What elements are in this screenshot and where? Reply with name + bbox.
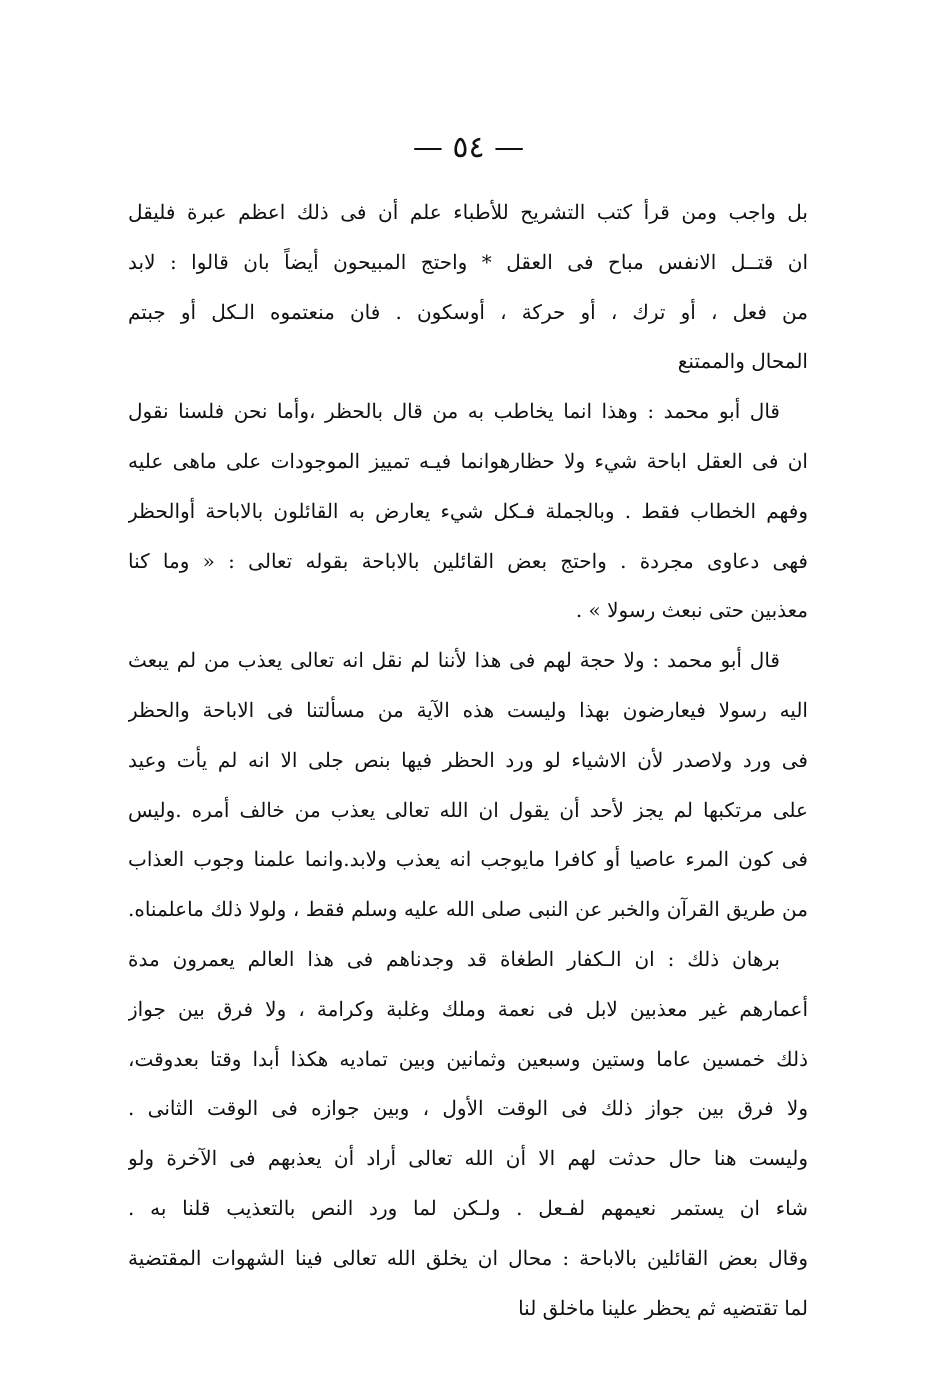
- page-number: — ٥٤ —: [412, 130, 525, 165]
- text-line: ذلك خمسين عاما وستين وسبعين وثمانين وبين تماديه هكذا أبدا وقتا بعدوقت،: [128, 1046, 808, 1071]
- text-line: شاء ان يستمر نعيمهم لفـعل . ولـكن لما ورد النص بالتعذيب قلنا به .: [128, 1195, 808, 1220]
- text-line: ولا فرق بين جواز ذلك فى الوقت الأول ، وبين جوازه فى الوقت الثانى .: [128, 1096, 808, 1121]
- text-line: وقال بعض القائلين بالاباحة : محال ان يخلق الله تعالى فينا الشهوات المقتضية: [128, 1245, 808, 1270]
- text-line: وفهم الخطاب فقط . وبالجملة فـكل شيء يعارض به القائلون بالاباحة أوالحظر: [128, 498, 808, 523]
- text-line: على مرتكبها لم يجز لأحد أن يقول ان الله تعالى يعذب من خالف أمره .وليس: [128, 797, 808, 822]
- text-line: من فعل ، أو ترك ، أو حركة ، أوسكون . فان منعتموه الـكل أو جبتم: [128, 299, 808, 324]
- text-line: لما تقتضيه ثم يحظر علينا ماخلق لنا: [518, 1295, 808, 1320]
- text-line: بل واجب ومن قرأ كتب التشريح للأطباء علم أن فى ذلك اعظم عبرة فليقل: [128, 200, 808, 224]
- text-line: وليست هنا حال حدثت لهم الا أن الله تعالى أراد أن يعذبهم فى الآخرة ولو: [128, 1146, 808, 1171]
- text-line: من طريق القرآن والخبر عن النبى صلى الله عليه وسلم فقط ، ولولا ذلك ماعلمناه.: [128, 897, 808, 922]
- text-line: فى كون المرء عاصيا أو كافرا مايوجب انه يعذب ولابد.وانما علمنا وجوب العذاب: [128, 847, 808, 872]
- text-line: ان قتــل الانفس مباح فى العقل * واحتج المبيحون أيضاً بان قالوا : لابد: [128, 249, 808, 274]
- text-line: اليه رسولا فيعارضون بهذا وليست هذه الآية من مسألتنا فى الاباحة والحظر: [128, 697, 808, 722]
- text-line: أعمارهم غير معذبين لابل فى نعمة وملك وغلبة وكرامة ، ولا فرق بين جواز: [128, 996, 808, 1021]
- text-line: برهان ذلك : ان الـكفار الطغاة قد وجدناهم فى هذا العالم يعمرون مدة: [128, 946, 780, 971]
- text-line: قال أبو محمد : وهذا انما يخاطب به من قال بالحظر ،وأما نحن فلسنا نقول: [128, 399, 780, 424]
- text-line: المحال والممتنع: [677, 349, 808, 374]
- text-line: معذبين حتى نبعث رسولا » .: [575, 598, 808, 623]
- text-line: ان فى العقل اباحة شيء ولا حظارهوانما فيـه تمييز الموجودات على ماهى عليه: [128, 448, 808, 473]
- text-line: فهى دعاوى مجردة . واحتج بعض القائلين بالاباحة بقوله تعالى : « وما كنا: [128, 548, 808, 573]
- text-line: قال أبو محمد : ولا حجة لهم فى هذا لأننا لم نقل انه تعالى يعذب من لم يبعث: [128, 648, 780, 673]
- body-text: [128, 188, 808, 1333]
- text-line: فى ورد ولاصدر لأن الاشياء لو ورد الحظر فيها بنص جلى الا انه لم يأت وعيد: [128, 747, 808, 772]
